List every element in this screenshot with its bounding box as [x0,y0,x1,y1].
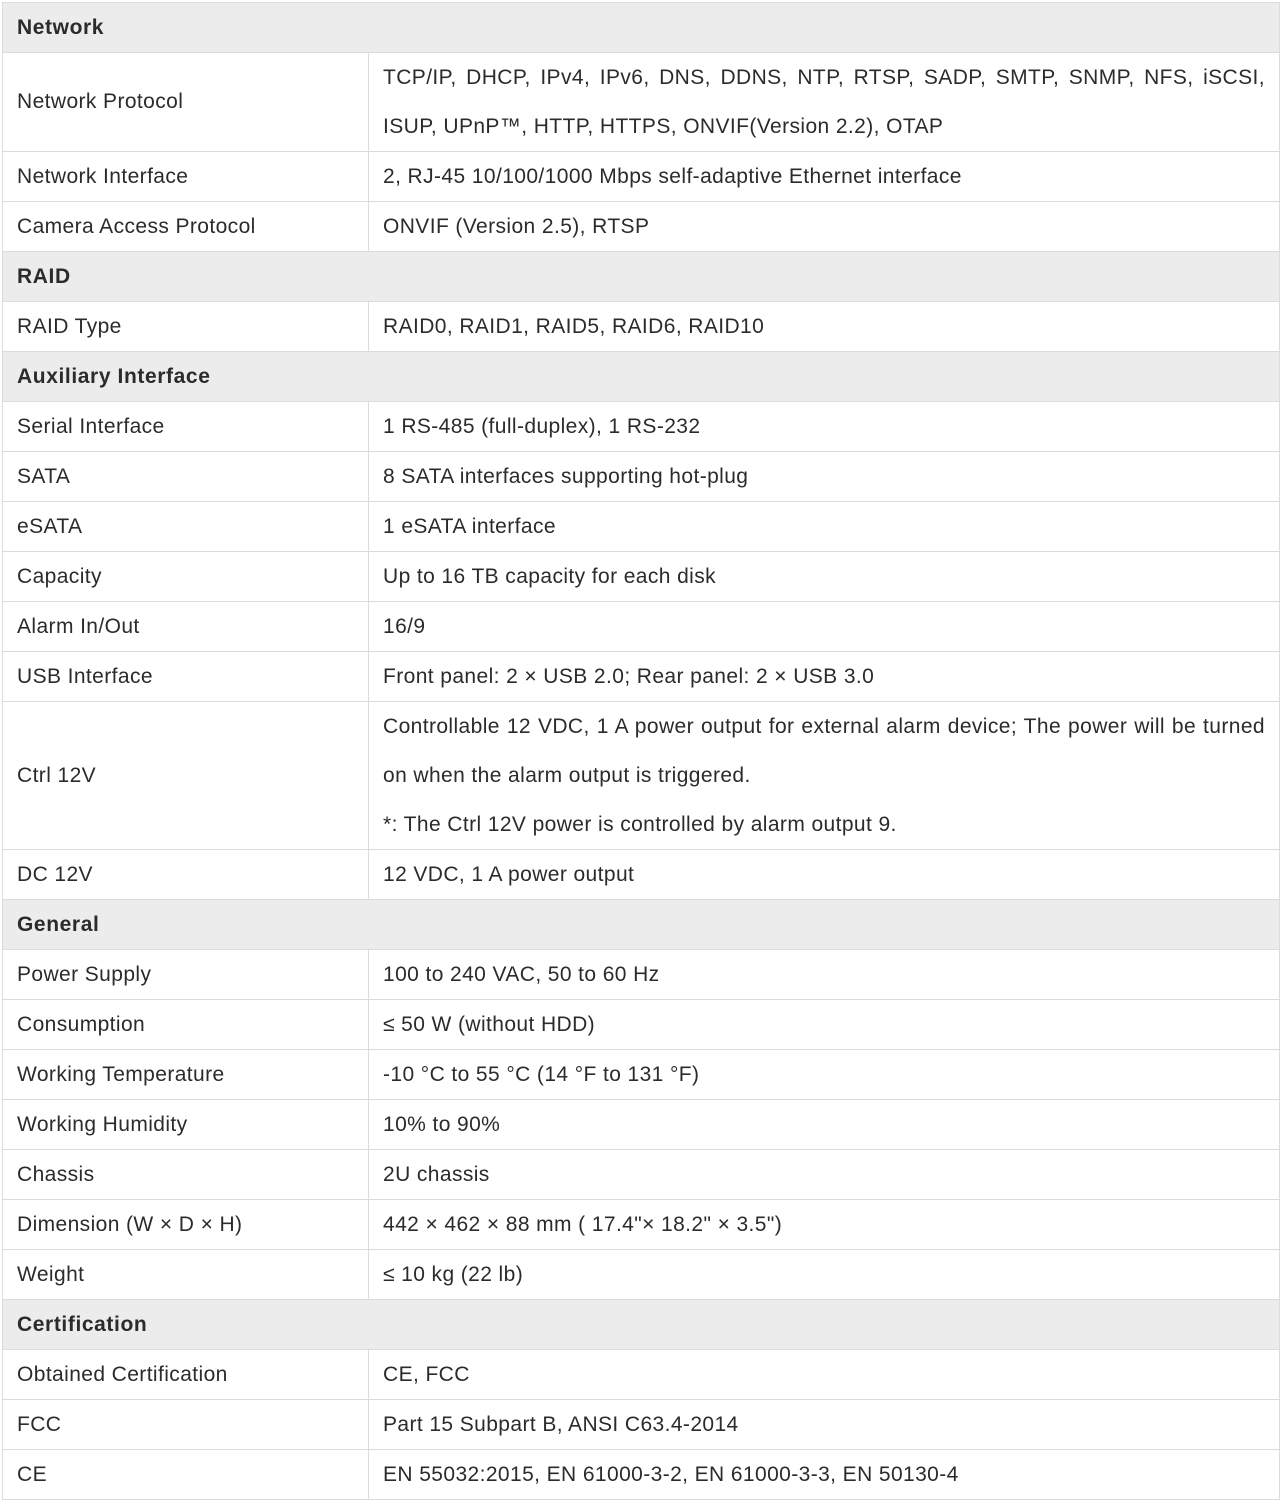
spec-value [369,652,1280,702]
spec-label: Power Supply [3,950,369,1000]
spec-label: Chassis [3,1150,369,1200]
spec-label: USB Interface [3,652,369,702]
spec-value [369,202,1280,252]
spec-value [369,452,1280,502]
spec-table-body [3,3,1280,1500]
spec-label: eSATA [3,502,369,552]
spec-value-line: 2, RJ-45 10/100/1000 Mbps self-adaptive Ethernet interface [383,165,962,188]
spec-label: Consumption [3,1000,369,1050]
spec-value-line: ≤ 10 kg (22 lb) [383,1263,524,1286]
spec-value-line: CE, FCC [383,1363,470,1386]
section-header-row [3,352,1280,402]
spec-value-line: 16/9 [383,615,426,638]
spec-row [3,1350,1280,1400]
spec-label: RAID Type [3,302,369,352]
spec-value-line: RAID0, RAID1, RAID5, RAID6, RAID10 [383,315,765,338]
spec-label: FCC [3,1400,369,1450]
section-title: Network [3,3,1280,53]
spec-value [369,702,1280,850]
spec-row [3,502,1280,552]
spec-value-line: 12 VDC, 1 A power output [383,863,635,886]
spec-value [369,950,1280,1000]
spec-value [369,1000,1280,1050]
spec-row [3,402,1280,452]
spec-value-line: Front panel: 2 × USB 2.0; Rear panel: 2 × USB 3.0 [383,665,875,688]
spec-value-line: 2U chassis [383,1163,490,1186]
spec-row [3,152,1280,202]
spec-label: Working Temperature [3,1050,369,1100]
section-title: RAID [3,252,1280,302]
spec-row [3,602,1280,652]
spec-value-line: ONVIF (Version 2.5), RTSP [383,215,650,238]
spec-label: Capacity [3,552,369,602]
spec-label: Alarm In/Out [3,602,369,652]
spec-table [2,2,1280,1500]
spec-value-line: 10% to 90% [383,1113,501,1136]
spec-value [369,1250,1280,1300]
spec-row [3,950,1280,1000]
spec-row [3,850,1280,900]
spec-value [369,53,1280,152]
spec-row [3,1100,1280,1150]
section-header-row [3,252,1280,302]
spec-row [3,1250,1280,1300]
spec-label: DC 12V [3,850,369,900]
spec-row [3,552,1280,602]
spec-value [369,152,1280,202]
spec-value [369,850,1280,900]
spec-label: Ctrl 12V [3,702,369,850]
spec-value-line: *: The Ctrl 12V power is controlled by alarm output 9. [383,813,897,836]
spec-value [369,302,1280,352]
spec-label: Network Protocol [3,53,369,152]
spec-row [3,702,1280,850]
spec-value-line: Up to 16 TB capacity for each disk [383,565,717,588]
spec-value [369,552,1280,602]
spec-row [3,1400,1280,1450]
spec-value-line: EN 55032:2015, EN 61000-3-2, EN 61000-3-3, EN 50130-4 [383,1463,959,1486]
section-header-row [3,3,1280,53]
spec-row [3,452,1280,502]
spec-value [369,1200,1280,1250]
section-header-row [3,1300,1280,1350]
spec-value [369,1450,1280,1500]
spec-row [3,1000,1280,1050]
spec-row [3,1150,1280,1200]
spec-row [3,202,1280,252]
spec-value [369,1350,1280,1400]
spec-value-line: TCP/IP, DHCP, IPv4, IPv6, DNS, DDNS, NTP, RTSP, SADP, SMTP, SNMP, NFS, iSCSI, ISUP, UPnP™, HTTP, HTTPS, ONVIF(Version 2.2), OTAP [383,66,1265,138]
spec-value-line: 8 SATA interfaces supporting hot-plug [383,465,749,488]
spec-label: CE [3,1450,369,1500]
spec-value [369,602,1280,652]
spec-label: Working Humidity [3,1100,369,1150]
spec-value [369,1400,1280,1450]
spec-value [369,1050,1280,1100]
spec-value-line: Part 15 Subpart B, ANSI C63.4-2014 [383,1413,739,1436]
spec-label: Weight [3,1250,369,1300]
spec-value-line: 1 RS-485 (full-duplex), 1 RS-232 [383,415,701,438]
spec-value-line: 100 to 240 VAC, 50 to 60 Hz [383,963,660,986]
spec-label: Network Interface [3,152,369,202]
section-title: Auxiliary Interface [3,352,1280,402]
spec-value [369,1150,1280,1200]
spec-row [3,302,1280,352]
spec-label: Dimension (W × D × H) [3,1200,369,1250]
spec-row [3,53,1280,152]
section-header-row [3,900,1280,950]
spec-label: Camera Access Protocol [3,202,369,252]
section-title: Certification [3,1300,1280,1350]
spec-row [3,1050,1280,1100]
spec-row [3,1200,1280,1250]
section-title: General [3,900,1280,950]
spec-value-line: 1 eSATA interface [383,515,556,538]
spec-value [369,402,1280,452]
spec-label: Obtained Certification [3,1350,369,1400]
spec-value-line: ≤ 50 W (without HDD) [383,1013,596,1036]
spec-value [369,1100,1280,1150]
spec-label: Serial Interface [3,402,369,452]
spec-value-line: 442 × 462 × 88 mm ( 17.4"× 18.2" × 3.5") [383,1213,783,1236]
spec-value-line: -10 °C to 55 °C (14 °F to 131 °F) [383,1063,700,1086]
spec-value-line: Controllable 12 VDC, 1 A power output for external alarm device; The power will be turned on when the alarm output is triggered. [383,715,1265,787]
spec-row [3,652,1280,702]
spec-value [369,502,1280,552]
spec-label: SATA [3,452,369,502]
spec-row [3,1450,1280,1500]
